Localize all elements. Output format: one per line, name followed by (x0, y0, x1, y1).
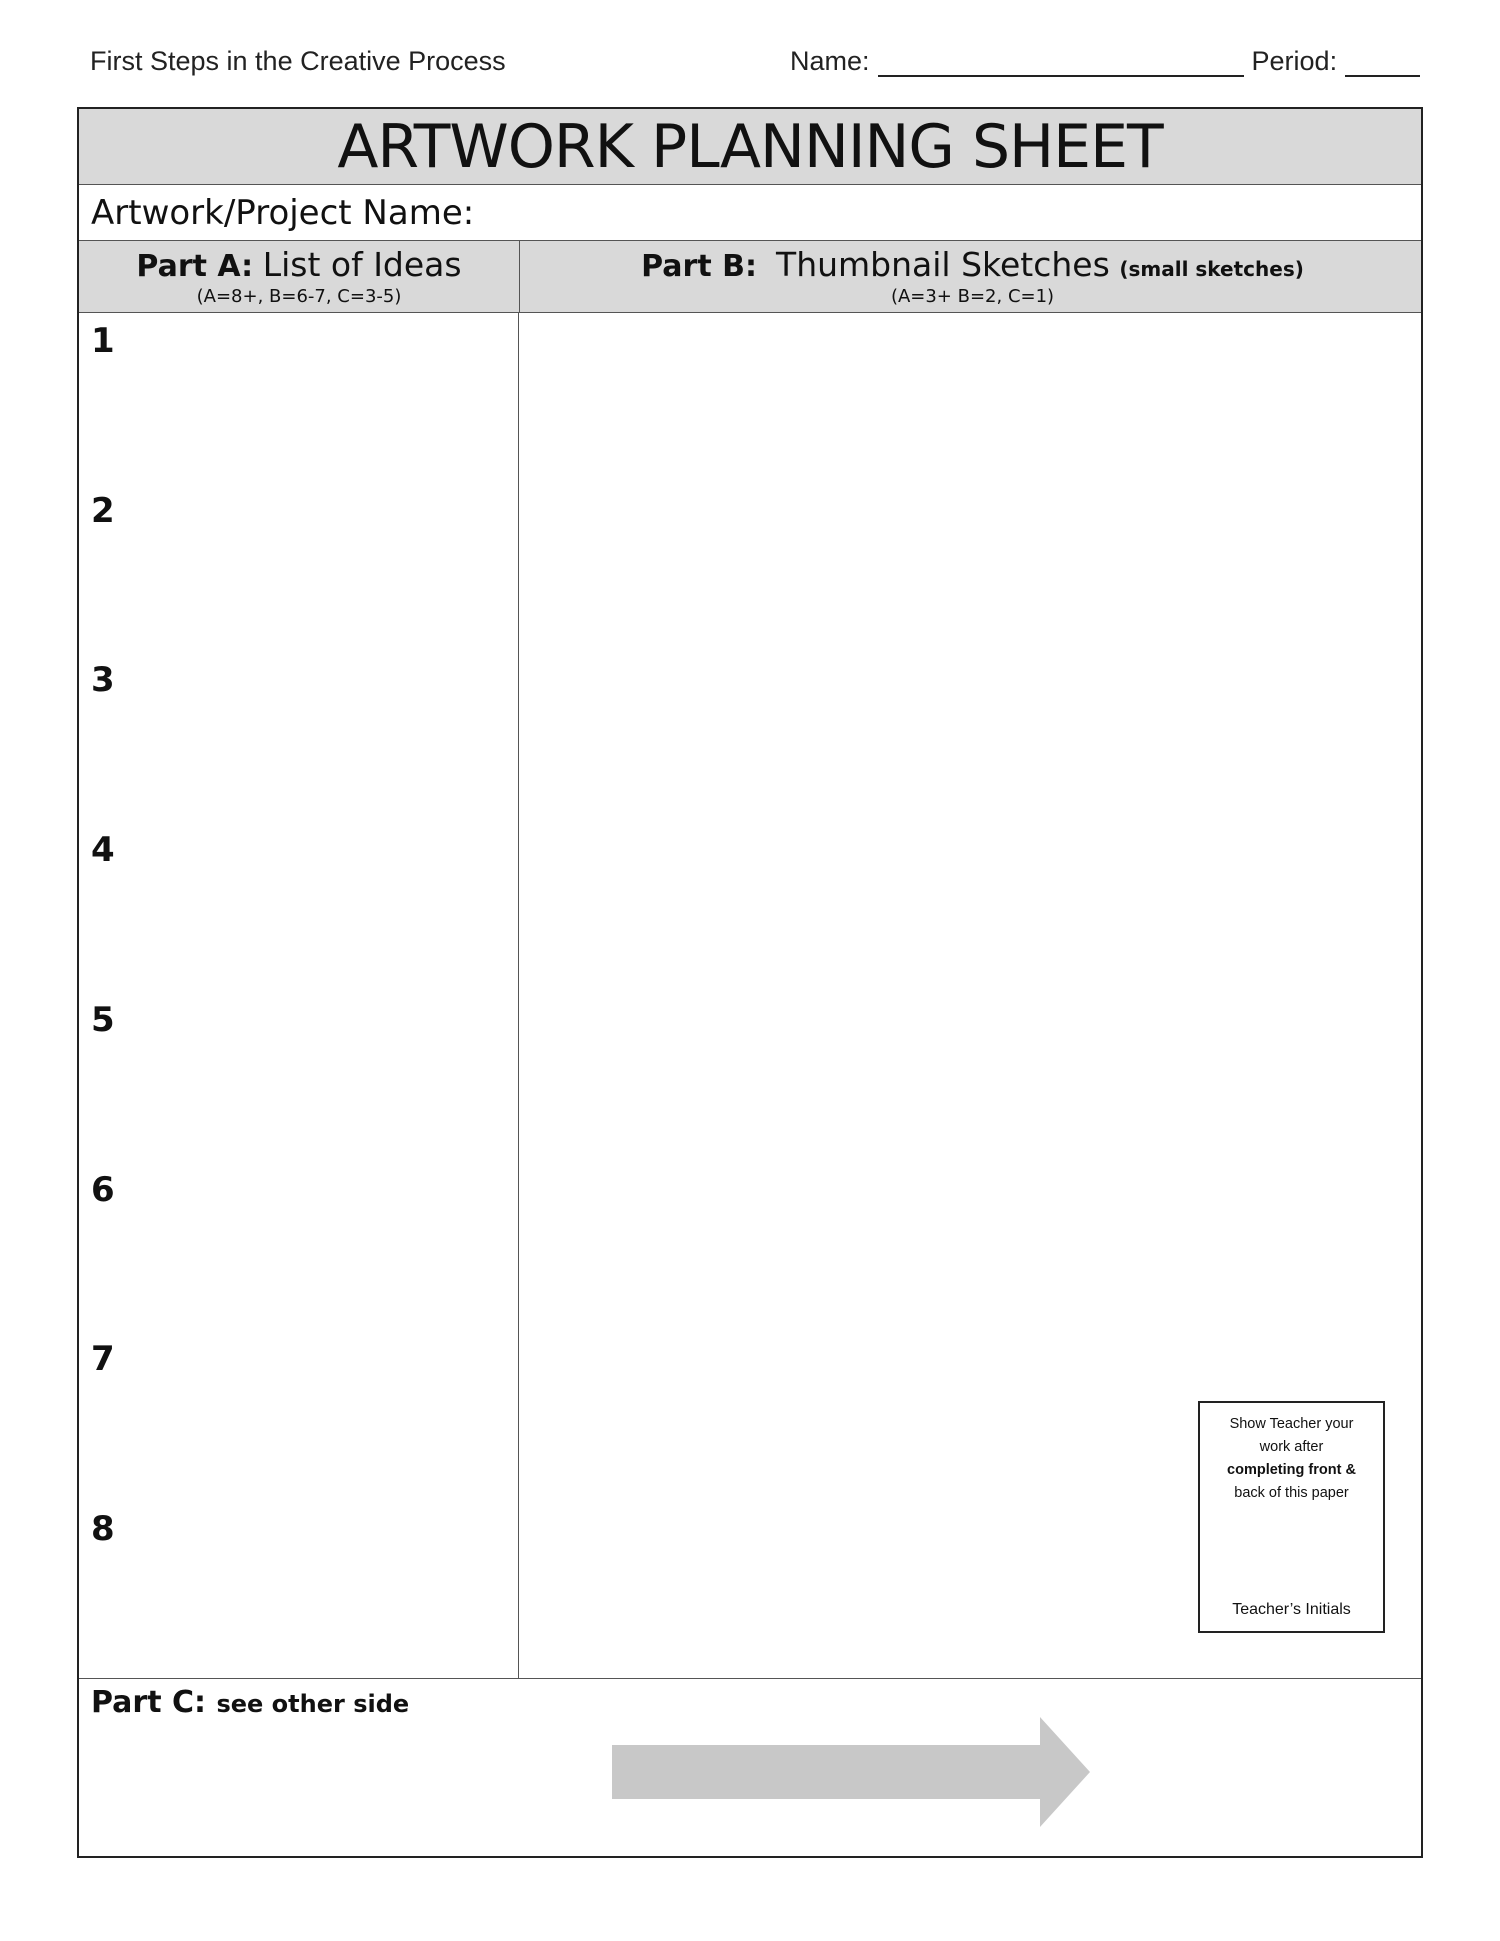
teacher-initials-label: Teacher’s Initials (1232, 1601, 1351, 1618)
ideas-column[interactable] (79, 313, 519, 1678)
part-c-note: see other side (216, 1690, 410, 1718)
idea-number-7: 7 (91, 1339, 115, 1379)
project-name-label: Artwork/Project Name: (91, 193, 475, 233)
teacher-box-line4: back of this paper (1234, 1485, 1349, 1501)
part-b-header (519, 241, 1425, 313)
column-headers (79, 241, 1421, 313)
sheet-title: ARTWORK PLANNING SHEET (337, 111, 1163, 182)
part-a-label: Part A: (136, 249, 254, 284)
part-b-title: Thumbnail Sketches (776, 245, 1110, 284)
sketch-area[interactable] (519, 313, 1425, 1678)
title-bar (79, 109, 1421, 185)
period-field[interactable] (1345, 48, 1420, 77)
name-field[interactable] (878, 48, 1244, 77)
name-period-fields (790, 46, 1420, 77)
idea-number-3: 3 (91, 660, 115, 700)
idea-number-6: 6 (91, 1170, 115, 1210)
idea-number-5: 5 (91, 1000, 115, 1040)
project-name-row[interactable] (79, 185, 1421, 241)
part-b-label: Part B: (641, 249, 757, 284)
teacher-box-line1: Show Teacher your (1229, 1416, 1354, 1432)
idea-number-4: 4 (91, 830, 115, 870)
right-arrow-icon (612, 1717, 1090, 1827)
part-c-section (79, 1678, 1421, 1858)
part-c-header (91, 1685, 409, 1720)
teacher-initials-box[interactable] (1198, 1401, 1385, 1633)
name-label: Name: (790, 46, 870, 76)
idea-number-8: 8 (91, 1509, 115, 1549)
part-a-header (79, 241, 519, 313)
course-title: First Steps in the Creative Process (90, 46, 506, 76)
period-label: Period: (1251, 46, 1338, 76)
part-a-grading: (A=8+, B=6-7, C=3-5) (196, 286, 402, 307)
idea-number-2: 2 (91, 491, 115, 531)
part-b-note: (small sketches) (1119, 257, 1304, 281)
teacher-box-line2: work after (1259, 1439, 1324, 1455)
idea-number-1: 1 (91, 321, 115, 361)
teacher-box-line3: completing front & (1227, 1462, 1356, 1478)
part-a-title: List of Ideas (262, 245, 462, 284)
part-c-label: Part C: (91, 1685, 207, 1720)
part-b-grading: (A=3+ B=2, C=1) (890, 286, 1055, 307)
planning-sheet (77, 107, 1423, 1858)
